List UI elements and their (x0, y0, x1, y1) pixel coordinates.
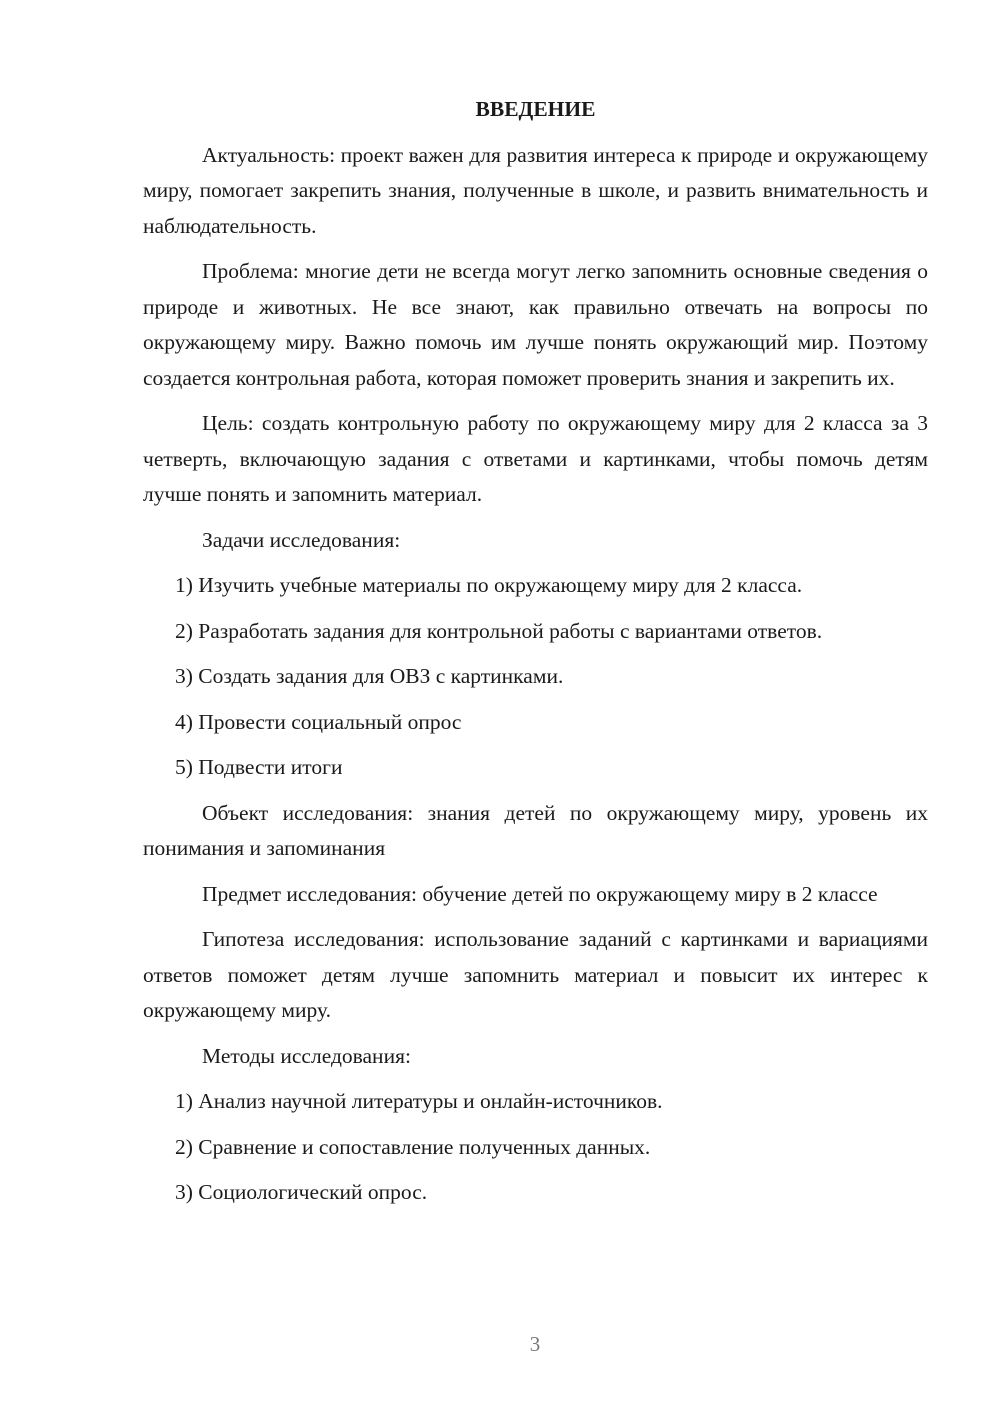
document-page (143, 92, 928, 1221)
hypothesis-paragraph: Гипотеза исследования: использование заданий с картинками и вариациями ответов поможет детям лучше запомнить материал и повысит их интерес к окружающему миру. (143, 927, 928, 1022)
tasks-title: Задачи исследования: (202, 527, 401, 552)
task-item-2: 2) Разработать задания для контрольной работы с вариантами ответов. (175, 618, 823, 643)
goal-paragraph: Цель: создать контрольную работу по окружающему миру для 2 класса за 3 четверть, включающую задания с ответами и картинками, чтобы помочь детям лучше понять и запомнить материал. (143, 411, 928, 506)
page-title: ВВЕДЕНИЕ (475, 97, 596, 121)
method-item-1: 1) Анализ научной литературы и онлайн-источников. (175, 1089, 663, 1113)
method-item-2: 2) Сравнение и сопоставление полученных данных. (175, 1134, 651, 1159)
page-number: 3 (529, 1332, 541, 1356)
task-item-5: 5) Подвести итоги (175, 755, 343, 779)
task-item-4: 4) Провести социальный опрос (175, 709, 462, 734)
task-item-1: 1) Изучить учебные материалы по окружающему миру для 2 класса. (175, 573, 803, 597)
task-item-3: 3) Создать задания для ОВЗ с картинками. (175, 664, 564, 688)
method-item-3: 3) Социологический опрос. (175, 1180, 428, 1204)
methods-title: Методы исследования: (202, 1043, 411, 1068)
problem-paragraph: Проблема: многие дети не всегда могут легко запомнить основные сведения о природе и животных. Не все знают, как правильно отвечать на вопросы по окружающему миру. Важно помочь им лучше понять окружающий мир. Поэтому создается контрольная работа, которая поможет проверить знания и закрепить их. (143, 259, 928, 390)
subject-paragraph: Предмет исследования: обучение детей по окружающему миру в 2 классе (202, 881, 878, 906)
object-paragraph: Объект исследования: знания детей по окружающему миру, уровень их понимания и запоминания (143, 800, 928, 860)
relevance-paragraph: Актуальность: проект важен для развития интереса к природе и окружающему миру, помогает закрепить знания, полученные в школе, и развить внимательность и наблюдательность. (143, 142, 928, 238)
